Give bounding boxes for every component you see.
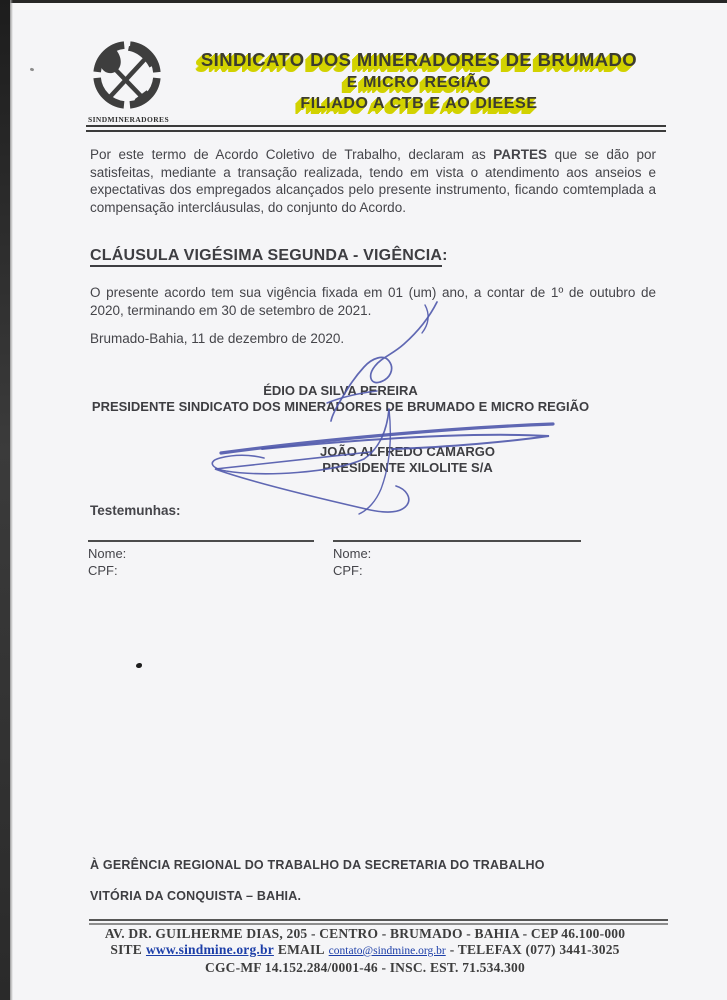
- clause-heading: [90, 247, 448, 265]
- partes-emphasis: PARTES: [493, 147, 548, 162]
- witnesses-label: Testemunhas:: [90, 503, 181, 518]
- witness1-name-label: Nome:: [88, 546, 127, 561]
- footer-registration: CGC-MF 14.152.284/0001-46 - INSC. EST. 71.534.300: [205, 959, 525, 975]
- clause-body: O presente acordo tem sua vigência fixada em 01 (um) ano, a contar de 1º de outubro de 2020, terminando em 30 de setembro de 2021.: [90, 285, 656, 318]
- addressee-line2: VITÓRIA DA CONQUISTA – BAHIA.: [90, 889, 302, 903]
- witness-block-2: [333, 540, 581, 579]
- intro-text-after: que se dão por satisfeitas, mediante a transação realizada, tendo em vista o atendimento aos anseios e expectativas dos empregados alcançados pelo presente instrumento, ficando comtemplada a compensação intercláusulas, do conjunto do Acordo.: [90, 147, 656, 215]
- scan-edge-left: [0, 0, 10, 1000]
- ink-speck: [136, 663, 142, 668]
- clause-heading-text: CLÁUSULA VIGÉSIMA SEGUNDA - VIGÊNCIA: [90, 247, 442, 267]
- witness2-cpf-label: CPF:: [333, 563, 363, 578]
- scan-speck: [30, 67, 35, 71]
- footer-contacts: [60, 942, 670, 960]
- clause-heading-colon: :: [442, 247, 448, 264]
- telefax-text: - TELEFAX (077) 3441-3025: [449, 941, 620, 957]
- witness2-name-label: Nome:: [333, 546, 372, 561]
- addressee-line1: À GERÊNCIA REGIONAL DO TRABALHO DA SECRETARIA DO TRABALHO: [90, 858, 545, 872]
- witness-block-1: [88, 540, 314, 579]
- signer2-name: JOÃO ALFREDO CAMARGO: [319, 444, 496, 459]
- dateline: Brumado-Bahia, 11 de dezembro de 2020.: [90, 331, 345, 346]
- org-title-line2: E MICRO REGIÃO: [346, 74, 492, 91]
- email-label: EMAIL: [277, 941, 325, 957]
- union-logo: [88, 38, 170, 124]
- footer-address: AV. DR. GUILHERME DIAS, 205 - CENTRO - BRUMADO - BAHIA - CEP 46.100-000: [104, 926, 626, 941]
- crossed-tools-icon: [88, 38, 166, 114]
- footer: [60, 926, 670, 975]
- intro-paragraph: [90, 146, 656, 216]
- intro-text-before: Por este termo de Acordo Coletivo de Trabalho, declaram as: [90, 147, 494, 162]
- header-rule: [86, 125, 666, 132]
- site-link[interactable]: www.sindmine.org.br: [145, 941, 274, 957]
- signer2-role: PRESIDENTE XILOLITE S/A: [322, 459, 493, 475]
- email-link[interactable]: contato@sindmine.org.br: [328, 944, 446, 957]
- logo-caption: SINDMINERADORES: [88, 115, 170, 124]
- org-title: [178, 49, 660, 113]
- org-title-line3: FILIADO A CTB E AO DIEESE: [300, 95, 538, 112]
- signer2-block: [180, 444, 635, 475]
- witness1-cpf-label: CPF:: [88, 563, 118, 578]
- signer1-name: ÉDIO DA SILVA PEREIRA: [263, 383, 418, 398]
- site-label: SITE: [110, 941, 142, 957]
- signer1-block: [83, 383, 598, 415]
- org-title-line1: SINDICATO DOS MINERADORES DE BRUMADO: [200, 49, 638, 70]
- signer1-role: PRESIDENTE SINDICATO DOS MINERADORES DE BRUMADO E MICRO REGIÃO: [91, 399, 590, 414]
- scan-edge-left-highlight: [10, 0, 13, 1000]
- footer-rule: [89, 919, 668, 925]
- scan-edge-top: [0, 0, 727, 3]
